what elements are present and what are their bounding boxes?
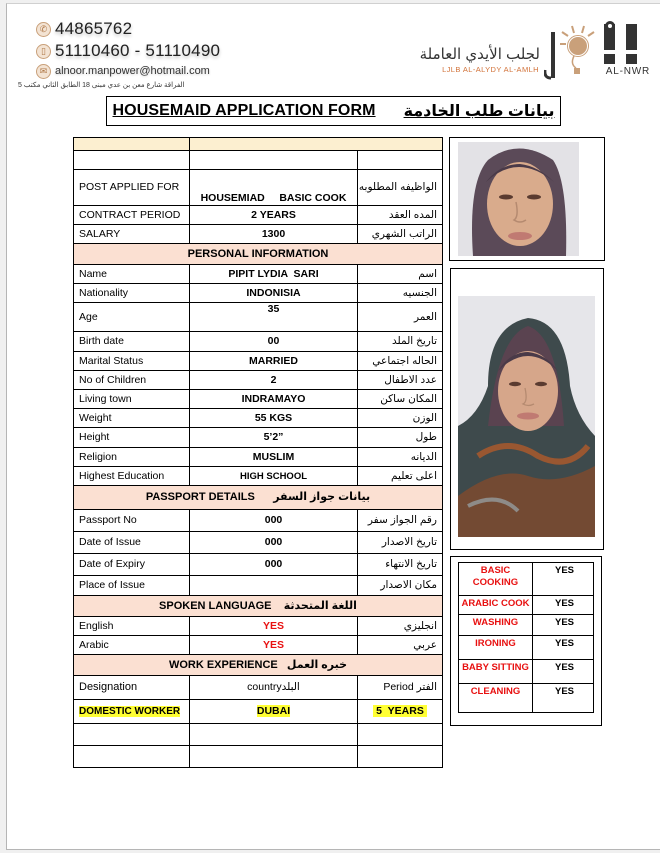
field-label-arabic: الديانه	[358, 448, 443, 467]
section-title	[74, 655, 443, 676]
field-label-arabic: الجنسيه	[358, 284, 443, 303]
blank-row	[74, 151, 443, 170]
field-label: Arabic	[74, 636, 190, 655]
field-value: 35	[190, 303, 358, 332]
section-header-language	[74, 596, 443, 617]
skill-value: YES	[533, 615, 594, 636]
field-label-arabic: اسم	[358, 265, 443, 284]
field-label: Living town	[74, 390, 190, 409]
form-title	[106, 96, 561, 126]
field-label: Birth date	[74, 332, 190, 352]
experience-period: 5 YEARS	[373, 705, 427, 717]
field-label: POST APPLIED FOR	[74, 170, 190, 206]
empty-cell	[190, 746, 358, 768]
contract-period-row	[74, 206, 443, 225]
empty-cell	[74, 151, 190, 170]
field-label-arabic: عدد الاطفال	[358, 371, 443, 390]
section-title-english: SPOKEN LANGUAGE	[159, 599, 272, 612]
contact-block	[18, 18, 228, 90]
skill-row	[459, 684, 594, 713]
experience-period-cell	[358, 700, 443, 724]
skill-value: YES	[533, 596, 594, 615]
section-title-arabic: اللغة المتحدثة	[283, 599, 357, 612]
field-label-arabic: اعلى تعليم	[358, 467, 443, 486]
field-value: 000	[190, 554, 358, 576]
table-row	[74, 510, 443, 532]
field-label: No of Children	[74, 371, 190, 390]
table-row	[74, 409, 443, 428]
phone-number-2: 51110460 - 51110490	[55, 41, 221, 60]
field-label-arabic: الراتب الشهري	[358, 225, 443, 244]
table-row	[74, 554, 443, 576]
field-label: CONTRACT PERIOD	[74, 206, 190, 225]
table-row	[74, 532, 443, 554]
skill-value: YES	[533, 563, 594, 596]
experience-country-cell	[190, 700, 358, 724]
experience-designation-cell	[74, 700, 190, 724]
field-label: Place of Issue	[74, 576, 190, 596]
field-value: 000	[190, 510, 358, 532]
skill-row	[459, 563, 594, 596]
empty-cell	[358, 151, 443, 170]
skill-name: CLEANING	[459, 684, 533, 713]
logo-arabic-text: لجلب الأيدي العاملة	[419, 46, 540, 63]
skill-value: YES	[533, 636, 594, 660]
experience-row	[74, 700, 443, 724]
table-row	[74, 284, 443, 303]
field-label: Marital Status	[74, 352, 190, 371]
field-label-arabic: المكان ساكن	[358, 390, 443, 409]
field-label-arabic: تاريخ الاصدار	[358, 532, 443, 554]
applicant-full-photo	[458, 296, 595, 537]
section-title-english: WORK EXPERIENCE	[168, 658, 278, 671]
skill-value: YES	[533, 684, 594, 713]
section-header-passport	[74, 486, 443, 510]
field-value: INDRAMAYO	[190, 390, 358, 409]
experience-header-row	[74, 676, 443, 700]
column-header-period	[358, 676, 443, 700]
empty-cell	[358, 746, 443, 768]
field-value: YES	[190, 617, 358, 636]
skill-name: WASHING	[459, 615, 533, 636]
field-label-arabic: الحاله اجتماعي	[358, 352, 443, 371]
field-value: 000	[190, 532, 358, 554]
empty-cell	[74, 746, 190, 768]
column-header-country-arabic: البلد	[281, 681, 300, 693]
column-header-period-english: Period	[383, 681, 414, 693]
experience-country: DUBAI	[256, 705, 291, 717]
field-label: Name	[74, 265, 190, 284]
section-header-experience	[74, 655, 443, 676]
field-value: 1300	[190, 225, 358, 244]
applicant-portrait-photo	[458, 142, 579, 256]
section-title-arabic: خبره العمل	[286, 658, 348, 671]
table-row	[74, 636, 443, 655]
table-row	[74, 352, 443, 371]
skill-name: IRONING	[459, 636, 533, 660]
field-label: Age	[74, 303, 190, 332]
empty-cell	[190, 151, 358, 170]
field-label: Date of Expiry	[74, 554, 190, 576]
field-label-arabic: تاريخ الانتهاء	[358, 554, 443, 576]
experience-row-empty	[74, 746, 443, 768]
field-value: HOUSEMIAD BASIC COOK	[190, 170, 358, 206]
skill-name: BASIC COOKING	[459, 563, 533, 596]
field-value: PIPIT LYDIA SARI	[190, 265, 358, 284]
field-value: 2 YEARS	[190, 206, 358, 225]
mail-icon: ✉	[36, 64, 51, 79]
empty-cell	[190, 138, 443, 151]
skill-name: ARABIC COOK	[459, 596, 533, 615]
empty-cell	[74, 724, 190, 746]
section-title	[74, 486, 443, 510]
column-header-country-english: country	[247, 681, 282, 693]
field-value	[190, 576, 358, 596]
table-row	[74, 576, 443, 596]
skill-row	[459, 615, 594, 636]
field-label-arabic: عربي	[358, 636, 443, 655]
field-label: Religion	[74, 448, 190, 467]
field-label: SALARY	[74, 225, 190, 244]
field-label-arabic: انجليزي	[358, 617, 443, 636]
logo-english-text: LJLB AL-ALYDY AL-AMLH	[442, 65, 539, 74]
field-value: 2	[190, 371, 358, 390]
table-row	[74, 265, 443, 284]
skill-row	[459, 596, 594, 615]
empty-cell	[358, 724, 443, 746]
field-label: Nationality	[74, 284, 190, 303]
top-band-row	[74, 138, 443, 151]
table-row	[74, 467, 443, 486]
experience-row-empty	[74, 724, 443, 746]
column-header-designation: Designation	[74, 676, 190, 700]
field-label: Weight	[74, 409, 190, 428]
table-row	[74, 448, 443, 467]
field-label: English	[74, 617, 190, 636]
column-header-country	[190, 676, 358, 700]
empty-cell	[74, 138, 190, 151]
field-value: 55 KGS	[190, 409, 358, 428]
section-title-arabic: بيانات جواز السفر	[273, 491, 371, 503]
empty-cell	[190, 724, 358, 746]
field-value: HIGH SCHOOL	[190, 467, 358, 486]
portrait-photo-frame	[449, 137, 605, 261]
table-row	[74, 303, 443, 332]
application-form-table	[73, 137, 443, 768]
table-row	[74, 390, 443, 409]
table-row	[74, 371, 443, 390]
table-row	[74, 617, 443, 636]
section-title	[74, 596, 443, 617]
skill-name: BABY SITTING	[459, 660, 533, 684]
field-label-arabic: الوزن	[358, 409, 443, 428]
salary-row	[74, 225, 443, 244]
skill-row	[459, 636, 594, 660]
email-address: alnoor.manpower@hotmail.com	[55, 65, 210, 77]
field-label-arabic: الواظيفه المطلوبه	[358, 170, 443, 206]
field-label: Date of Issue	[74, 532, 190, 554]
column-header-period-arabic: الفتر	[416, 681, 437, 693]
form-title-english: HOUSEMAID APPLICATION FORM	[112, 102, 376, 119]
field-label: Height	[74, 428, 190, 448]
field-value: YES	[190, 636, 358, 655]
field-label-arabic: تاريخ الملد	[358, 332, 443, 352]
skills-frame	[450, 556, 602, 726]
field-label-arabic: رقم الجواز سفر	[358, 510, 443, 532]
experience-designation: DOMESTIC WORKER	[79, 706, 181, 717]
phone-number-1: 44865762	[55, 19, 133, 38]
field-label-arabic: المده العقد	[358, 206, 443, 225]
field-label-arabic: طول	[358, 428, 443, 448]
section-header-personal	[74, 244, 443, 265]
field-value: 5’2”	[190, 428, 358, 448]
skill-value: YES	[533, 660, 594, 684]
address: الفراقة شارع معن بن عدي مبنى 18 الطابق الثاني مكتب 5	[18, 82, 185, 89]
field-value: MUSLIM	[190, 448, 358, 467]
field-label: Highest Education	[74, 467, 190, 486]
form-title-arabic: بيانات طلب الخادمة	[403, 103, 555, 120]
field-value: 00	[190, 332, 358, 352]
section-title: PERSONAL INFORMATION	[74, 244, 443, 265]
mobile-icon: ▯	[36, 44, 51, 59]
field-value: MARRIED	[190, 352, 358, 371]
field-value: INDONISIA	[190, 284, 358, 303]
table-row	[74, 332, 443, 352]
field-label-arabic: مكان الاصدار	[358, 576, 443, 596]
phone-icon: ✆	[36, 22, 51, 37]
section-title-english: PASSPORT DETAILS	[145, 491, 255, 503]
skill-row	[459, 660, 594, 684]
company-logo	[420, 18, 656, 80]
table-row	[74, 428, 443, 448]
full-photo-frame	[450, 268, 604, 550]
logo-brand-text: AL-NWR	[605, 66, 650, 77]
post-applied-row	[74, 170, 443, 206]
field-label: Passport No	[74, 510, 190, 532]
skills-table	[458, 562, 594, 713]
field-label-arabic: العمر	[358, 303, 443, 332]
